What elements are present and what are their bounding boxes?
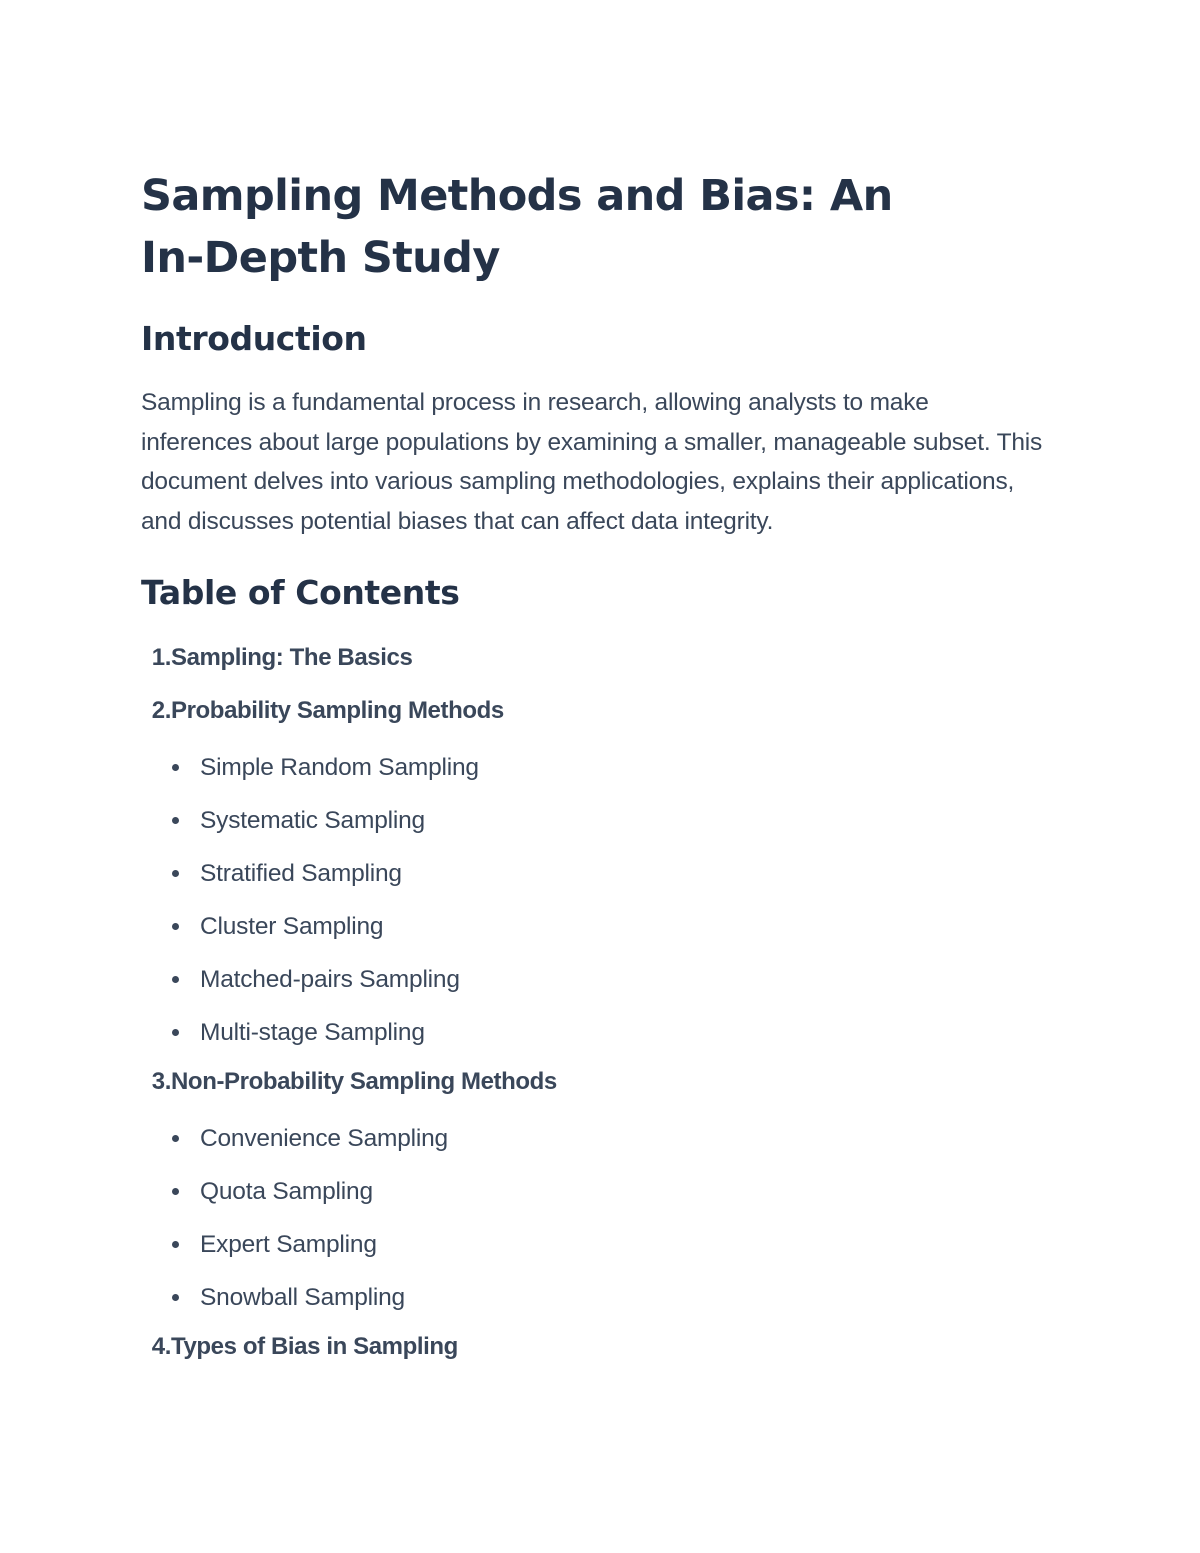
toc-subitem-label[interactable]: Stratified Sampling [200, 859, 402, 887]
introduction-heading: Introduction [141, 319, 367, 358]
toc-sublist [141, 1112, 1061, 1324]
bullet-icon [172, 923, 179, 930]
toc-item-2 [141, 688, 1061, 1059]
toc-subitem [141, 1006, 1061, 1059]
toc-item-number: 3. [151, 1068, 171, 1096]
toc-subitem-label[interactable]: Multi-stage Sampling [200, 1018, 425, 1046]
toc-subitem-label[interactable]: Convenience Sampling [200, 1124, 448, 1152]
bullet-icon [172, 976, 179, 983]
toc-subitem-label[interactable]: Expert Sampling [200, 1230, 377, 1258]
toc-subitem-label[interactable]: Snowball Sampling [200, 1283, 405, 1311]
toc-subitem [141, 794, 1061, 847]
toc-item-label[interactable]: Non-Probability Sampling Methods [171, 1068, 557, 1096]
toc-subitem [141, 1112, 1061, 1165]
toc-item-number: 4. [151, 1333, 171, 1361]
bullet-icon [172, 870, 179, 877]
toc-subitem-label[interactable]: Matched-pairs Sampling [200, 965, 460, 993]
toc-item-3 [141, 1059, 1061, 1324]
document-title: Sampling Methods and Bias: An In-Depth Study [141, 171, 893, 283]
toc-item-4 [141, 1324, 1061, 1377]
table-of-contents-heading: Table of Contents [141, 573, 460, 613]
introduction-paragraph: Sampling is a fundamental process in research, allowing analysts to make inferences about large populations by examining a smaller, manageable subset. This document delves into various sampling methodologies, explains their applications, and discusses potential biases that can affect data integrity. [141, 389, 1043, 535]
bullet-icon [172, 764, 179, 771]
toc-item-label[interactable]: Sampling: The Basics [171, 644, 413, 672]
bullet-icon [172, 1241, 179, 1248]
table-of-contents-list [141, 635, 1061, 1377]
toc-subitem-label[interactable]: Simple Random Sampling [200, 753, 479, 781]
toc-item-number: 1. [151, 644, 171, 672]
toc-subitem-label[interactable]: Cluster Sampling [200, 912, 384, 940]
bullet-icon [172, 1029, 179, 1036]
toc-sublist [141, 741, 1061, 1059]
toc-subitem [141, 953, 1061, 1006]
toc-subitem [141, 1218, 1061, 1271]
bullet-icon [172, 1135, 179, 1142]
toc-item-label[interactable]: Probability Sampling Methods [171, 697, 504, 725]
toc-subitem [141, 900, 1061, 953]
bullet-icon [172, 1188, 179, 1195]
toc-subitem [141, 847, 1061, 900]
toc-subitem-label[interactable]: Quota Sampling [200, 1177, 373, 1205]
toc-item-1 [141, 635, 1061, 688]
document-page [141, 165, 1061, 1377]
toc-subitem [141, 741, 1061, 794]
toc-subitem [141, 1165, 1061, 1218]
bullet-icon [172, 817, 179, 824]
toc-subitem-label[interactable]: Systematic Sampling [200, 806, 425, 834]
toc-subitem [141, 1271, 1061, 1324]
toc-item-label[interactable]: Types of Bias in Sampling [171, 1333, 458, 1361]
toc-item-number: 2. [151, 697, 171, 725]
bullet-icon [172, 1294, 179, 1301]
